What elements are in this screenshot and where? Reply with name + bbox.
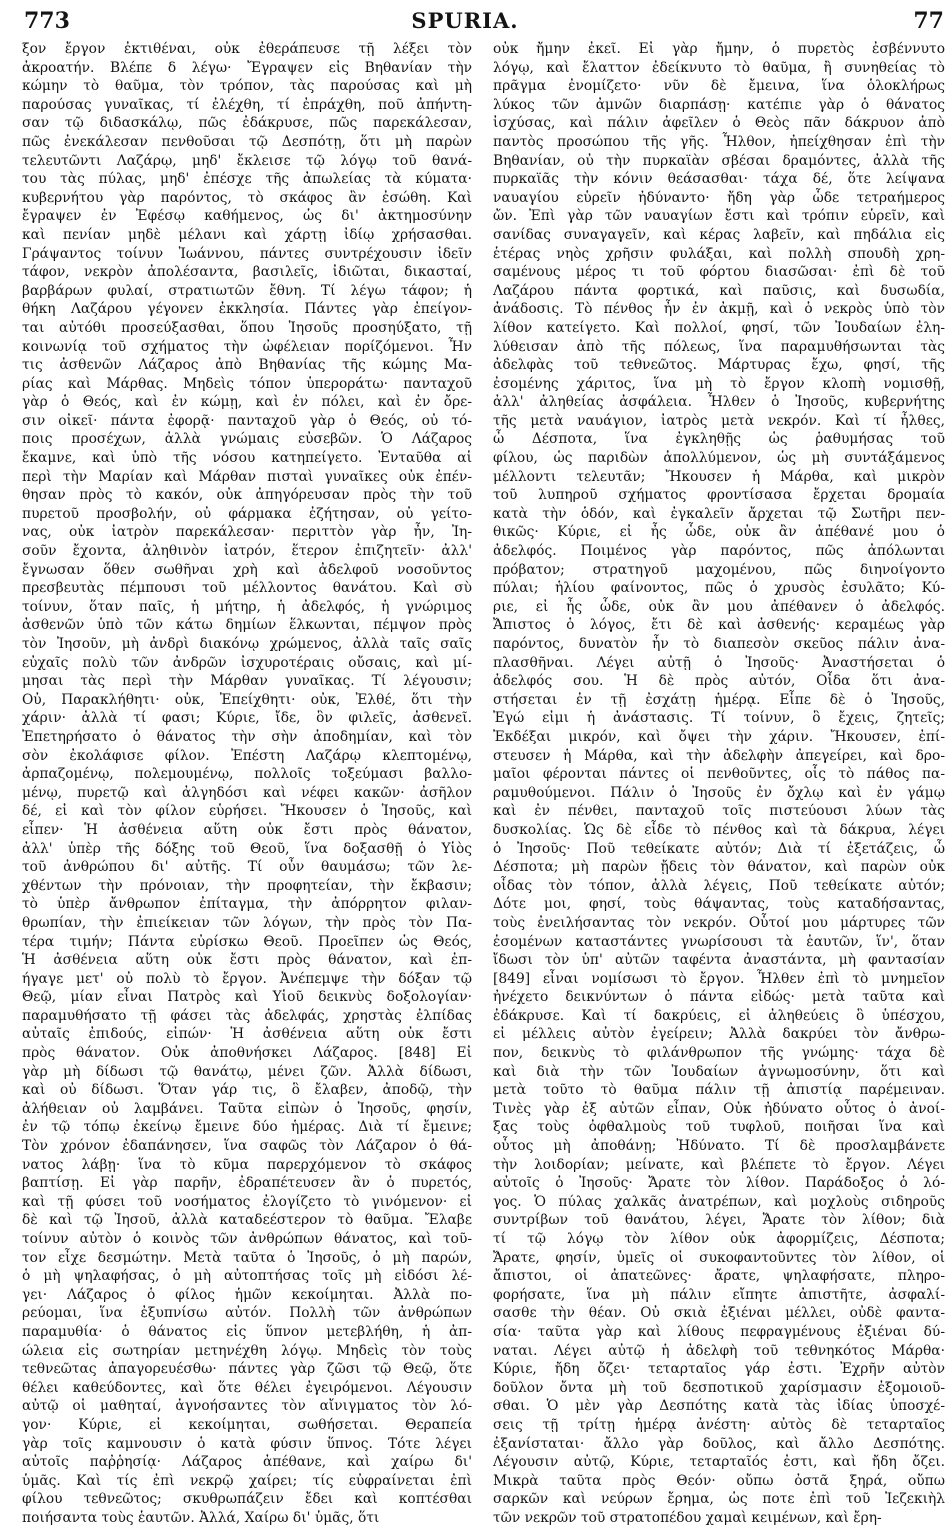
text-line: τοὺς ἐνειλήσαντας τὸν νεκρόν. Οὗτοί μου μάρτυρες τῶν: [493, 914, 945, 931]
text-line: τί τῷ λόγῳ τὸν λίθον οὐκ ἀφορμίζεις, Δέσποτα;: [493, 1231, 945, 1247]
text-line: τοίνυν αὐτὸν ὁ κοινὸς τῶν ἀνθρώπων θάνατος, καὶ τοῦ-: [22, 1231, 472, 1247]
text-line: πρὸς θάνατον. Οὐκ ἀποθνήσκει Λάζαρος. [848] Εἰ: [22, 1045, 472, 1062]
text-line: τὴν λοιδορίαν; μείνατε, καὶ βλέπετε τὸ ἔργον. Λέγει: [493, 1156, 945, 1173]
text-line: τὸν Ἰησοῦν, μὴ ἀνδρὶ διακόνῳ χρώμενος, ἀλλὰ ταῖς σαῖς: [22, 636, 472, 652]
text-line: γὰρ τοῖς καμνουσιν ὁ κατὰ φύσιν ὕπνος. Τότε λέγει: [22, 1435, 472, 1452]
text-line: Ἡ ἀσθένεια αὕτη οὐκ ἔστι πρὸς θάνατον, καὶ ἐπ-: [22, 952, 472, 969]
text-line: ἑτέρας νηὸς χρῆσιν φυλάξαι, καὶ πολλὴ σπουδὴ χρη-: [493, 245, 945, 262]
text-line: εἶπεν· Ἡ ἀσθένεια αὕτη οὐκ ἔστι πρὸς θάνατον,: [22, 821, 472, 838]
text-line: σαν τῷ διδασκάλῳ, πῶς ἐδάκρυσε, πῶς παρεκάλεσαν,: [22, 115, 472, 132]
text-line: σὸν ἐκολάφισε φίλον. Ἐπέστη Λαζάρῳ κλεπτομένῳ,: [22, 747, 472, 764]
text-line: συντρίβων τοῦ θανάτου, λέγει, Ἄρατε τὸν λίθον; διὰ: [493, 1212, 945, 1229]
text-line: λίθον κατείγετο. Καὶ πολλοί, φησί, τῶν Ἰουδαίων ἐλη-: [493, 319, 945, 336]
text-line: Ἄπιστος ὁ λόγος, ἔτι δὲ καὶ ἀσθενής· κεραμέως γὰρ: [493, 617, 945, 634]
text-line: Λέγουσιν αὐτῷ, Κύριε, τεταρταῖός ἐστι, καὶ ἤδη ὄζει.: [493, 1454, 945, 1471]
text-line: σανίδας συναγαγεῖν, καὶ κέρας λαβεῖν, καὶ πηδάλια εἰς: [493, 226, 945, 243]
text-line: πυρκαϊᾶς τὴν κόνιν θεάσασθαι· τάχα δέ, ὅτε λείψανα: [493, 171, 945, 188]
text-line: φίλου, ὡς παριδὼν ἀπολλύμενον, ὡς μὴ συντάξάμενος: [493, 450, 945, 467]
text-line: παρούσας γυναῖκας, τί ἐλέχθη, τί ἐπράχθη, ποῦ ἀπήντη-: [22, 96, 472, 113]
running-title: SPURIA.: [411, 8, 519, 33]
text-line: θέλει καθεύδοντες, καὶ ὅτε θέλει ἐγειρόμενοι. Λέγουσιν: [22, 1379, 472, 1396]
text-line: Οὐ, Παρακλήθητι· οὐκ, Ἐπείχθητι· οὐκ, Ἐλθέ, ὅτι τὴν: [22, 691, 472, 708]
text-line: αὐτῷ οἱ μαθηταί, ἀγνοήσαντες τὸν αἴνιγματος τὸν λό-: [22, 1398, 472, 1415]
text-line: ὁ Ἰησοῦς· Ποῦ τεθείκατε αὐτόν; Διὰ τί ἐξετάζεις, ὦ: [493, 840, 945, 857]
text-line: λύκος τῶν ἀμνῶν διαρπάσῃ· κατέπιε γὰρ ὁ θάνατος: [493, 96, 945, 113]
text-line: θικῶς· Κύριε, εἰ ἦς ὧδε, οὐκ ἂν ἀπέθανέ μου ὁ: [493, 524, 945, 541]
text-line: κοινωνίᾳ τοῦ σχήματος τὴν ὠφέλειαν πορίζόμενοι. Ἦν: [22, 338, 472, 355]
text-line: στευσεν ἡ Μάρθα, καὶ τὴν ἀδελφὴν ἀπεγείρει, καὶ δρο-: [493, 747, 945, 764]
text-line: μετὰ τοῦτο τὸ θαῦμα πάλιν τῇ ἀπιστίᾳ παρέμειναν.: [493, 1082, 945, 1099]
text-line: ἰσχύσας, καὶ πάλιν ἀφεῖλεν ὁ Θεὸς πᾶν δάκρυον ἀπὸ: [493, 115, 945, 132]
text-line: καὶ διὰ τὴν τῶν Ἰουδαίων ἀγνωμοσύνην, ὅτι καὶ: [493, 1063, 945, 1080]
text-line: τελευτῶντι Λαζάρῳ, μηδ' ἔκλεισε τῷ λόγῳ τοῦ θανά-: [22, 152, 472, 169]
text-line: δυσκολίας. Ὡς δὲ εἶδε τὸ πένθος καὶ τὰ δάκρυα, λέγει: [493, 821, 945, 838]
text-line: ήγαγε μετ' οὐ πολὺ τὸ ἔργον. Ἀνέπεμψε τὴν δόξαν τῷ: [22, 970, 472, 987]
text-line: δοῦλον ὄντα μὴ τοῦ δεσποτικοῦ χαρίσμασιν ἐξομοιοῦ-: [493, 1379, 945, 1396]
text-line: Ἄρατε, φησίν, ὑμεῖς οἱ συκοφαντοῦντες τὸν λίθον, οἱ: [493, 1249, 945, 1266]
text-line: ἀδελφὰς τοῦ τεθνεῶτος. Μάρτυρας ἔχω, φησί, τῆς: [493, 357, 945, 374]
text-line: μαῖοι φέρονται πάντες οἱ πενθοῦντες, οἷς τὸ πάθος πα-: [493, 766, 945, 783]
text-line: ναται. Λέγει αὐτῷ ἡ ἀδελφὴ τοῦ τεθνηκότος Μάρθα·: [493, 1342, 945, 1359]
text-line: σαρκῶν καὶ νεύρων ἔρημα, ὡς ποτε ἐπὶ τοῦ Ἰεζεκιὴλ: [493, 1491, 945, 1508]
text-line: καὶ τῇ φύσει τοῦ νοσήματος ἐλογίζετο τὸ γινόμενον· εἰ: [22, 1193, 472, 1210]
text-line: χάριν· ἀλλὰ τί φασι; Κύριε, ἴδε, ὃν φιλεῖς, ἀσθενεῖ.: [22, 710, 472, 727]
text-line: πυρετοῦ προσβολήν, οὐ φάρμακα ἐζήτησαν, οὐ γείτο-: [22, 505, 472, 522]
text-line: ἀδελφός σου. Ἡ δὲ πρὸς αὐτόν, Οἶδα ὅτι ἀνα-: [493, 673, 945, 690]
text-line: γὰρ ὁ Θεός, καὶ ἐν κώμῃ, καὶ ἐν πόλει, καὶ ἐν ὄρε-: [22, 394, 472, 411]
text-line: ἄπιστοι, οἱ ἀπατεῶνες· ἄρατε, ψηλαφήσατε, πληρο-: [493, 1268, 945, 1285]
text-line: παραμυθήσατο τῇ φάσει τὰς ἀδελφάς, χρηστὰς ἐλπίδας: [22, 1007, 472, 1024]
text-line: βαπτίσῃ. Εἰ γὰρ παρῆν, ἐδραπέτευσεν ἂν ὁ πυρετός,: [22, 1175, 472, 1192]
text-line: σοῦν ἔχοντα, ἀληθινὸν ἰατρόν, ἕτερον ἐπιζητεῖν· ἀλλ': [22, 543, 472, 560]
page-header: [0, 8, 944, 38]
text-line: ἐν τῷ τόπῳ ἐκείνῳ ἔμεινε δύο ἡμέρας. Διὰ τί ἔμεινε;: [22, 1119, 472, 1136]
page-number-left: 773: [24, 8, 70, 34]
text-line: φίλου τεθνεῶτος; σκυθρωπάζειν ἔδει καὶ κοπτέσθαι: [22, 1491, 472, 1508]
text-line: σία· ταῦτα γὰρ καὶ λίθους πεφραγμένους ἐξιέναι δύ-: [493, 1323, 945, 1340]
text-line: ὑμᾶς. Καὶ τίς ἐπὶ νεκρῷ χαίρει; τίς εὐφραίνεται ἐπὶ: [22, 1472, 472, 1489]
text-line: ἀρπαζομένῳ, πολεμουμένῳ, πολλοῖς τοξεύμασι βαλλο-: [22, 766, 472, 783]
text-line: ἠνέχετο δεικνύντων ὁ πάντα εἰδώς· μετὰ ταῦτα καὶ: [493, 989, 945, 1006]
text-line: ται αὐτόθι προσεύξασθαι, ὅπου Ἰησοῦς προσηύξατο, τῇ: [22, 319, 472, 336]
text-line: Ἐκδέξαι μικρόν, καὶ ὄψει τὴν χάριν. Ἤκουσεν, ἐπί-: [493, 728, 945, 745]
text-line: ξας τοὺς ὀφθαλμοὺς τοῦ τυφλοῦ, ποιῆσαι ἵνα καὶ: [493, 1119, 945, 1136]
text-line: ἀδελφός. Ποιμένος γὰρ παρόντος, πῶς ἀπόλωνται: [493, 543, 945, 560]
text-line: θρωπίαν, τὴν ἐπιείκειαν τῶν λόγων, τὴν πρὸς τὸν Πα-: [22, 914, 472, 931]
page-number-right: 77: [913, 8, 944, 34]
text-line: ἔγραψεν ἐν Ἐφέσῳ καθήμενος, ὡς δι' ἀκτημοσύνην: [22, 208, 472, 225]
text-line: [849] εἶναι νομίσωσι τὸ ἔργον. Ἦλθεν ἐπὶ τὸ μνημεῖον: [493, 970, 945, 987]
text-line: οὐκ ἤμην ἐκεῖ. Εἰ γὰρ ἤμην, ὁ πυρετὸς ἐσβέννυτο: [493, 41, 945, 57]
text-line: γὰρ μὴ δίδωσι τῷ θανάτῳ, μένει ζῶν. Ἀλλὰ δίδωσι,: [22, 1063, 472, 1080]
text-line: ἐσομένης χάριτος, ἵνα μὴ τὸ ἔργον κλοπὴ νομισθῇ,: [493, 375, 945, 392]
text-line: ποις προσέχων, ἀλλὰ γνώμαις εὐσεβῶν. Ὁ Λάζαρος: [22, 431, 472, 448]
text-line: Τινὲς γὰρ ἐξ αὐτῶν εἶπαν, Οὐκ ἠδύνατο οὗτος ὁ ἀνοί-: [493, 1100, 945, 1117]
text-line: Γράψαντος τοίνυν Ἰωάννου, πάντες συντρέχουσιν ἰδεῖν: [22, 245, 472, 262]
text-line: ξον ἔργον ἐκτιθέναι, οὐκ ἐθεράπευσε τῇ λέξει τὸν: [22, 41, 472, 57]
text-line: ρεύομαι, ἵνα ἐξυπνίσω αὐτόν. Πολλὴ τῶν ἀνθρώπων: [22, 1305, 472, 1322]
text-line: δέ, εἰ καὶ τὸν φίλον εὑρήσει. Ἤκουσεν ὁ Ἰησοῦς, καὶ: [22, 803, 472, 820]
text-line: ρίας καὶ Μάρθας. Μηδεὶς τόπον ὑπεροράτω· πανταχοῦ: [22, 375, 472, 392]
text-line: Λαζάρου πάντα φορτικά, καὶ παῦσις, καὶ δυσωδία,: [493, 282, 945, 299]
text-line: κυβερνήτου γὰρ παρόντος, τὸ σκάφος ἂν ἐσώθη. Καὶ: [22, 189, 472, 206]
text-line: πρόβατον; στρατηγοῦ μαχομένου, πῶς διηνοίγοντο: [493, 561, 945, 578]
text-line: ἐσομένων καταστάντες γνωρίσουσι τὰ ἑαυτῶν, ἵν', ὅταν: [493, 933, 945, 950]
text-line: τις ἀσθενῶν Λάζαρος ἀπὸ Βηθανίας τῆς κώμης Μα-: [22, 357, 472, 374]
text-line: ὤν. Ἐπὶ γὰρ τῶν ναυαγίων ἔστι καὶ τρόπιν εὑρεῖν, καὶ: [493, 208, 945, 225]
text-line: ναυαγίου εὑρεῖν ἠδύναντο· ἤδη γὰρ ὧδε τετραήμερος: [493, 189, 945, 206]
text-line: κατὰ τὴν ὁδόν, καὶ ἐγκαλεῖν ἄρχεται τῷ Σωτῆρι πεν-: [493, 505, 945, 522]
text-line: σιν οἰκεῖ· πάντα ἐφορᾷ· πανταχοῦ γὰρ ὁ Θεός, οὐ τό-: [22, 412, 472, 429]
text-line: ἀσθενῶν ὑπὸ τῶν κάτω δημίων ἕλκωνται, πέμψον πρὸς: [22, 617, 472, 634]
text-line: γει· Λάζαρος ὁ φίλος ἡμῶν κεκοίμηται. Ἀλλὰ πο-: [22, 1286, 472, 1303]
text-line: τον εἶχε δεσμώτην. Μετὰ ταῦτα ὁ Ἰησοῦς, ὁ μὴ παρών,: [22, 1249, 472, 1266]
text-line: Τὸν χρόνον ἐδαπάνησεν, ἵνα σαφῶς τὸν Λάζαρον ὁ θά-: [22, 1138, 472, 1155]
text-line: Βηθανίαν, οὐ τὴν πυρκαϊὰν σβέσαι δραμόντες, ἀλλὰ τῆς: [493, 152, 945, 169]
text-line: ἀκροατήν. Βλέπε δ λέγω· Ἔγραψεν εἰς Βηθανίαν τὴν: [22, 59, 472, 76]
text-line: παντὸς προσώπου τῆς γῆς. Ἦλθον, ἠπείχθησαν ἐπὶ τὴν: [493, 133, 945, 150]
text-line: θησαν πρὸς τὸ κακόν, οὐκ ἀπηγόρευσαν πρὸς τὴν τοῦ: [22, 487, 472, 504]
text-line: χθέντων τὴν πρόνοιαν, τὴν προφητείαν, τὴν ἔκβασιν;: [22, 877, 472, 894]
text-line: Ἐγώ εἰμι ἡ ἀνάστασις. Τί τοίνυν, ὃ ἔχεις, ζητεῖς;: [493, 710, 945, 727]
text-line: μέλλοντι τελευτᾶν; Ἤκουσεν ἡ Μάρθα, καὶ μικρὸν: [493, 468, 945, 485]
text-line: λόγῳ, καὶ ἔλαττον ἐδείκνυτο τὸ θαῦμα, ἢ συνηθείας τὸ: [493, 59, 945, 76]
text-line: πύλαι; ἡλίου φαίνοντος, πῶς ὁ χρυσὸς ἐσυλᾶτο; Κύ-: [493, 580, 945, 597]
text-line: αὐτοῖς παῤῥησίᾳ· Λάζαρος ἀπέθανε, καὶ χαίρω δι': [22, 1454, 472, 1471]
text-line: τοῦ λυπηροῦ σχήματος φροντίσασα ἔρχεται δρομαία: [493, 487, 945, 504]
text-line: ἐξανίσταται· ἄλλο γὰρ δοῦλος, καὶ ἄλλο Δεσπότης.: [493, 1435, 945, 1452]
text-line: τεθνεῶτας ἀπαγορευέσθω· πάντες γὰρ ζῶσι τῷ Θεῷ, ὅτε: [22, 1361, 472, 1378]
text-line: ἔκαμνε, καὶ ὑπὸ τῆς νόσου κατηπείγετο. Ἐνταῦθα αἱ: [22, 450, 472, 467]
text-line: Ἐπετηρήσατο ὁ θάνατος τὴν σὴν ἀποδημίαν, καὶ τὸν: [22, 728, 472, 745]
text-line: τάφον, νεκρὸν ἀπολέσαντα, βασιλεῖς, ἰδιῶται, δικασταί,: [22, 264, 472, 281]
text-line: Θεῷ, μίαν εἶναι Πατρὸς καὶ Υἱοῦ δεικνὺς δοξολογίαν·: [22, 989, 472, 1006]
text-line: ἀνάδοσις. Τὸ πένθος ἦν ἐν ἀκμῇ, καὶ ὁ νεκρὸς ὑπὸ τὸν: [493, 301, 945, 318]
text-line: του τὰς πύλας, μηδ' ἐπέσχε τῆς ἀπωλείας τὰ κύματα·: [22, 171, 472, 188]
text-line: δὲ καὶ τῷ Ἰησοῦ, ἀλλὰ καταδεέστερον τὸ θαῦμα. Ἔλαβε: [22, 1212, 472, 1229]
text-line: πρεσβευτὰς πέμπουσι τοῦ μέλλοντος θανάτου. Καὶ σὺ: [22, 580, 472, 597]
text-line: ἀλλ' ὑπὲρ τῆς δόξης τοῦ Θεοῦ, ἵνα δοξασθῇ ὁ Υἱὸς: [22, 840, 472, 857]
text-line: ἀλήθειαν οὐ λαμβάνει. Ταῦτα εἰπὼν ὁ Ἰησοῦς, φησίν,: [22, 1100, 472, 1117]
text-line: ἔγνωσαν ὅθεν σωθῆναι χρὴ καὶ ἀδελφοῦ νοσοῦντος: [22, 561, 472, 578]
text-line: πον, δεικνὺς τὸ φιλάνθρωπον τῆς γνώμης· τάχα δὲ: [493, 1045, 945, 1062]
text-line: γος. Ὁ πύλας χαλκᾶς ἀνατρέπων, καὶ μοχλοὺς σιδηροῦς: [493, 1193, 945, 1210]
text-line: στήσεται ἐν τῇ ἐσχάτῃ ἡμέρᾳ. Εἶπε δὲ ὁ Ἰησοῦς,: [493, 691, 945, 708]
text-line: καὶ πενίαν μηδὲ μέλανι καὶ χάρτῃ ἰδίῳ χρήσασθαι.: [22, 226, 472, 243]
text-line: τῶν νεκρῶν τοῦ στρατοπέδου χαμαὶ κειμένων, καὶ ἔρη-: [493, 1509, 882, 1526]
text-line: τοῦ ἀνθρώπου δι' αὐτῆς. Τί οὖν θαυμάσω; τῶν λε-: [22, 859, 472, 876]
text-line: μησαι τὰς περὶ τὴν Μάρθαν γυναῖκας. Τί λέγουσιν;: [22, 673, 472, 690]
text-line: εὐχαῖς πολὺ τῶν ἀνδρῶν ἰσχυροτέραις οὔσαις, καὶ μί-: [22, 654, 472, 671]
text-line: λύθεισαν ἀπὸ τῆς πόλεως, ἵνα παραμυθήσωνται τὰς: [493, 338, 945, 355]
text-line: θήκη Λαζάρου γέγονεν ἐκκλησία. Πάντες γὰρ ἐπείγον-: [22, 301, 472, 318]
text-line: καὶ οὐ δίδωσι. Ὅταν γάρ τις, ὃ ἔλαβεν, ἀποδῷ, τὴν: [22, 1082, 472, 1099]
text-line: βαρβάρων φυλαί, στρατιωτῶν ἔθνη. Τί λέγω τάφον; ἡ: [22, 282, 472, 299]
text-line: παρόντος, δυνατὸν ἦν τὸ διαπεσὸν σκεῦος πάλιν ἀνα-: [493, 636, 945, 652]
text-line: ραμυθούμενοι. Πάλιν ὁ Ἰησοῦς ἐν ὄχλῳ καὶ ἐν γάμῳ: [493, 784, 945, 801]
text-line: τέρα τιμήν; Πάντα εὐρίσκω Θεοῦ. Προεῖπεν ὡς Θεός,: [22, 933, 472, 950]
text-line: Κύριε, ἤδη ὄζει· τεταρταῖος γάρ ἐστι. Ἐχρῆν αὐτὸν: [493, 1361, 945, 1378]
text-line: σεις τῇ τρίτῃ ἡμέρᾳ ἀνέστη· αὐτὸς δὲ τεταρταῖος: [493, 1416, 945, 1433]
text-line: τὸ ὑπὲρ ἄνθρωπον ἐπίταγμα, τὴν ἀπόρρητον φιλαν-: [22, 896, 472, 913]
text-line: πλασθῆναι. Λέγει αὐτῇ ὁ Ἰησοῦς· Ἀναστήσεται ὁ: [493, 654, 945, 671]
text-line: πρᾶγμα ἐνομίζετο· νῦν δὲ ἔμεινα, ἵνα ὁλοκλήρως: [493, 78, 945, 95]
text-line: Δότε μοι, φησί, τοὺς θάψαντας, τοὺς καταδήσαντας,: [493, 896, 945, 913]
text-line: μένῳ, πυρετῷ καὶ ἀλγηδόσι καὶ νέφει κακῶν· ἀσῆλον: [22, 784, 472, 801]
text-line: ώλεια εἰς σωτηρίαν μετηνέχθη λόγῳ. Μηδεὶς τὸν τοὺς: [22, 1342, 472, 1359]
text-line: τοίνυν, ὅταν παῖς, ἡ μήτηρ, ἡ ἀδελφός, ἡ γνώριμος: [22, 598, 472, 615]
text-line: φορήσατε, ἵνα μὴ πάλιν εἴπητε ἀπιστῆτε, ἀσφαλί-: [493, 1286, 945, 1303]
text-line: Μικρὰ ταῦτα πρὸς Θεόν· οὔπω ὀστᾶ ξηρά, οὔπω: [493, 1472, 945, 1489]
text-line: ὁ μὴ ψηλαφήσας, ὁ μὴ αὐτοπτήσας τοῖς μὴ εἰδόσι λέ-: [22, 1268, 472, 1285]
text-line: σασθε τὴν θέαν. Οὐ σκιὰ ἐξιέναι μέλλει, οὐδὲ φαντα-: [493, 1305, 945, 1322]
text-line: νας, οὐκ ἰατρὸν παρεκάλεσαν· περιττὸν γὰρ ἦν, Ἰη-: [22, 524, 472, 541]
text-line: ριε, εἰ ἦς ὧδε, οὐκ ἂν μου ἀπέθανεν ὁ ἀδελφός.: [493, 598, 945, 615]
text-line: εἰ μέλλεις αὐτὸν ἐγείρειν; Ἀλλὰ δακρύει τὸν ἄνθρω-: [493, 1026, 945, 1043]
text-line: Δέσποτα; μὴ παρὼν ᾔδεις τὸν θάνατον, καὶ παρὼν οὐκ: [493, 859, 945, 876]
text-column-right: [493, 40, 945, 1535]
text-line: κώμην τὸ θαῦμα, τὸν τρόπον, τὰς παρούσας καὶ μὴ: [22, 78, 472, 95]
text-line: ἐδάκρυσε. Καὶ τί δακρύεις, εἰ ἀληθεύεις ὃ ὑπέσχου,: [493, 1007, 945, 1024]
text-line: οἶδας τὸν τόπον, ἀλλὰ λέγεις, Ποῦ τεθείκατε αὐτόν;: [493, 877, 945, 894]
text-line: σαμένους μέρος τι τοῦ φόρτου διασῶσαι· ἐπὶ δὲ τοῦ: [493, 264, 945, 281]
text-line: ἀλλ' ἀληθείας ἀσφάλεια. Ἦλθεν ὁ Ἰησοῦς, κυβερνήτης: [493, 394, 945, 411]
text-column-left: [22, 40, 472, 1535]
text-line: αὐταῖς ἐπιδούς, εἰπών· Ἡ ἀσθένεια αὕτη οὐκ ἔστι: [22, 1026, 472, 1043]
text-line: σθαι. Ὁ μὲν γὰρ Δεσπότης κατὰ τὰς ἰδίας ὑποσχέ-: [493, 1398, 945, 1415]
text-line: παραμυθία· ὁ θάνατος εἰς ὕπνον μετεβλήθη, ἡ ἀπ-: [22, 1323, 472, 1340]
text-line: πῶς ἐνεκάλεσαν πενθοῦσαι τῷ Δεσπότῃ, ὅτι μὴ παρὼν: [22, 133, 472, 150]
text-line: περὶ τὴν Μαρίαν καὶ Μάρθαν πισταὶ γυναῖκες οὐκ ἐπέν-: [22, 468, 472, 485]
text-line: ὦ Δέσποτα, ἵνα ἐγκληθῇς ὡς ῥαθυμήσας τοῦ: [493, 431, 945, 448]
text-line: ποιήσαντα τοὺς ἑαυτῶν. Ἀλλά, Χαίρω δι' ὑμᾶς, ὅτι: [22, 1509, 380, 1526]
text-line: τῆς μετὰ ναυάγιον, ἰατρὸς μετὰ νεκρόν. Καὶ τί ἦλθες,: [493, 412, 945, 429]
text-line: καὶ ἐν πένθει, πανταχοῦ τοῖς πιστεύουσι λύων τὰς: [493, 803, 945, 820]
text-line: νατος λάβῃ· ἵνα τὸ κῦμα παρερχόμενον τὸ σκάφος: [22, 1156, 472, 1173]
text-line: αὐτοῖς ὁ Ἰησοῦς· Ἄρατε τὸν λίθον. Παράδοξος ὁ λό-: [493, 1175, 945, 1192]
text-line: γον· Κύριε, εἰ κεκοίμηται, σωθήσεται. Θεραπεία: [22, 1416, 472, 1433]
text-line: ἴδωσι τὸν ὑπ' αὐτῶν ταφέντα ἀναστάντα, μὴ φαντασίαν: [493, 952, 945, 969]
text-line: οὗτος μὴ ἀποθάνῃ; Ἠδύνατο. Τί δὲ προσλαμβάνετε: [493, 1138, 945, 1155]
